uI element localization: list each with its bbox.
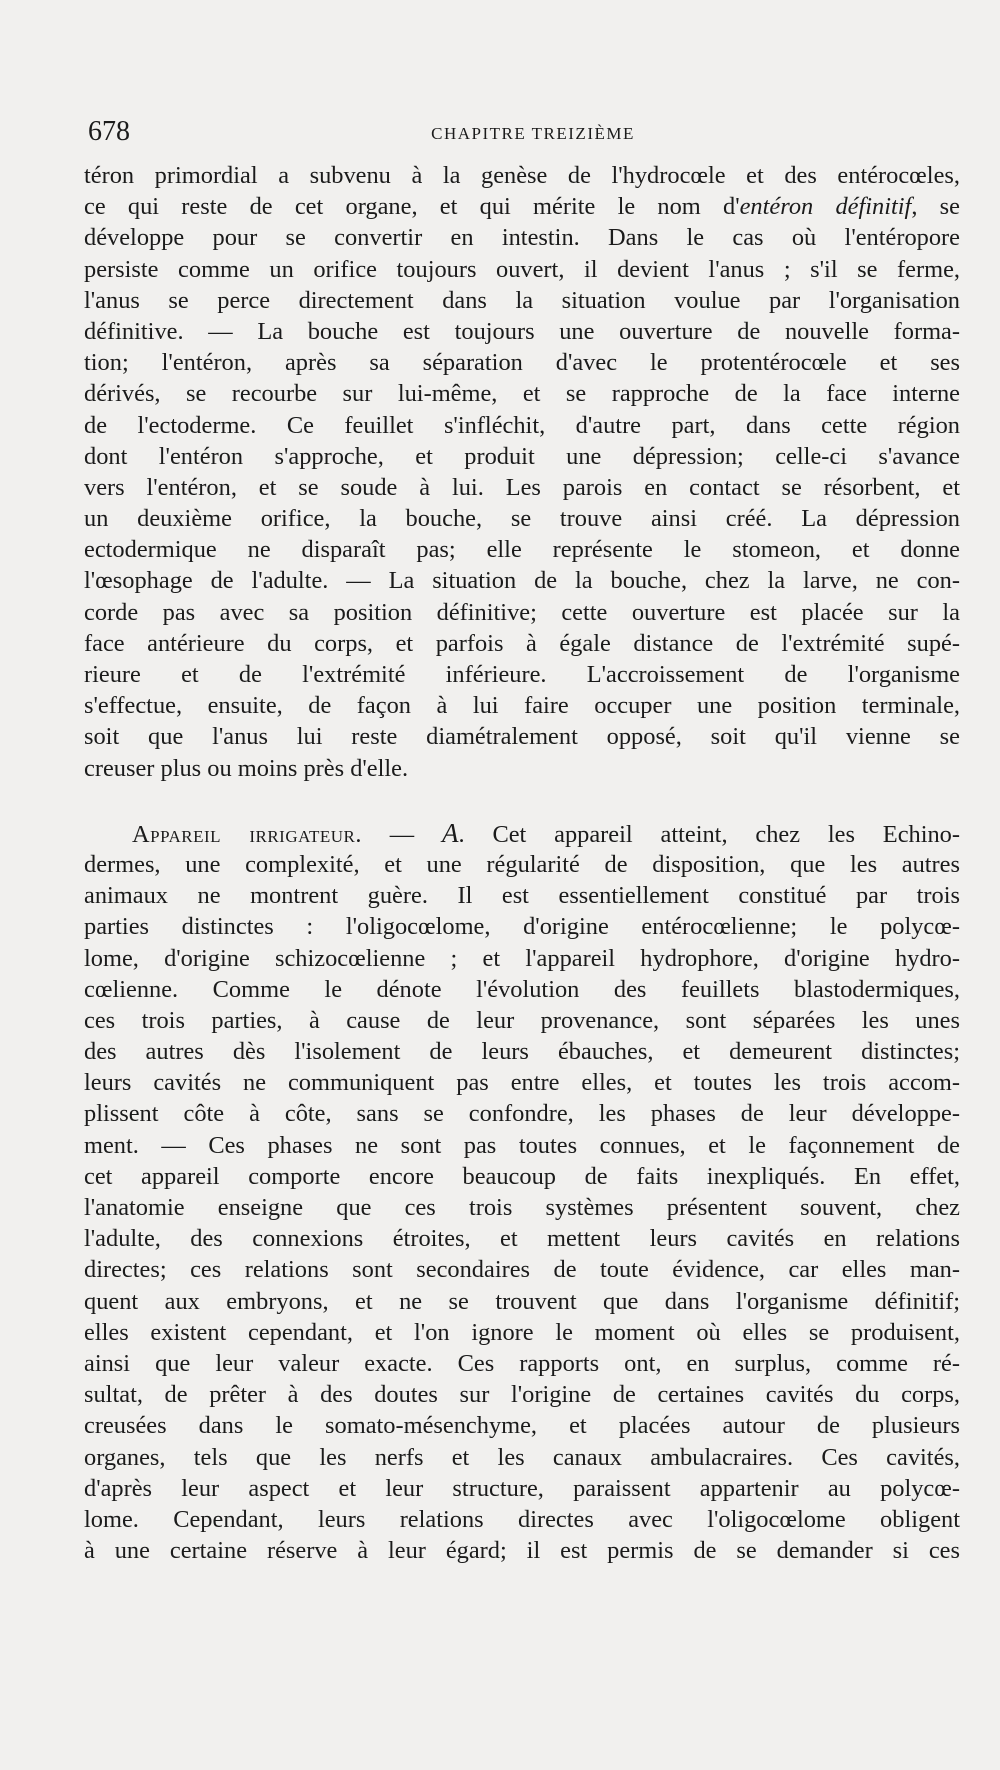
text-line: l'anus se perce directement dans la situation voulue par l'organisation: [84, 286, 960, 314]
text-line: plissent côte à côte, sans se confondre, les phases de leur développe-: [84, 1100, 960, 1128]
text-line: l'anatomie enseigne que ces trois systèmes présentent souvent, chez: [84, 1194, 960, 1221]
text-line: creusées dans le somato-mésenchyme, et placées autour de plusieurs: [84, 1412, 960, 1440]
text-line: ainsi que leur valeur exacte. Ces rapports ont, en surplus, comme ré-: [84, 1349, 960, 1377]
text-line: lome. Cependant, leurs relations directes avec l'oligocœlome obligent: [84, 1505, 960, 1533]
text-line: creuser plus ou moins près d'elle.: [84, 754, 409, 782]
text-line: lome, d'origine schizocœlienne ; et l'appareil hydrophore, d'origine hydro-: [84, 944, 960, 972]
text-line: leurs cavités ne communiquent pas entre elles, et toutes les trois accom-: [84, 1069, 960, 1097]
text-line: soit que l'anus lui reste diamétralement opposé, soit qu'il vienne se: [84, 723, 960, 751]
text-line: sultat, de prêter à des doutes sur l'origine de certaines cavités du corps,: [84, 1381, 960, 1409]
section-letter: A: [442, 817, 459, 848]
section-heading: Appareil irrigateur.: [132, 820, 362, 848]
text-line: s'effectue, ensuite, de façon à lui faire occuper une position terminale,: [84, 692, 960, 720]
text-line: tion; l'entéron, après sa séparation d'avec le protentérocœle et ses: [84, 349, 960, 377]
text-line: ment. — Ces phases ne sont pas toutes connues, et le façonnement de: [84, 1131, 960, 1159]
text-line: elles existent cependant, et l'on ignore le moment où elles se produisent,: [84, 1318, 960, 1346]
text-line: parties distinctes : l'oligocœlome, d'origine entérocœlienne; le polycœ-: [84, 913, 960, 941]
text-line: développe pour se convertir en intestin. Dans le cas où l'entéropore: [84, 224, 960, 252]
body-text: [84, 160, 960, 1566]
text-line: cet appareil comporte encore beaucoup de faits inexpliqués. En effet,: [84, 1162, 960, 1190]
text-line: ectodermique ne disparaît pas; elle représente le stomeon, et donne: [84, 536, 960, 564]
text-line: face antérieure du corps, et parfois à égale distance de l'extrémité supé-: [84, 629, 960, 657]
page-header: [88, 116, 978, 156]
text-line: corde pas avec sa position définitive; cette ouverture est placée sur la: [84, 598, 960, 626]
text-line: directes; ces relations sont secondaires de toute évidence, car elles man-: [84, 1256, 960, 1284]
text-line: quent aux embryons, et ne se trouvent que dans l'organisme définitif;: [84, 1287, 960, 1315]
paragraph-gap: [84, 784, 960, 818]
text-line: rieure et de l'extrémité inférieure. L'accroissement de l'organisme: [84, 661, 960, 688]
text-line: l'œsophage de l'adulte. — La situation de la bouche, chez la larve, ne con-: [84, 567, 960, 595]
text-line: l'adulte, des connexions étroites, et mettent leurs cavités en relations: [84, 1225, 960, 1253]
text-line: dont l'entéron s'approche, et produit une dépression; celle-ci s'avance: [84, 442, 960, 470]
page-number: 678: [88, 116, 130, 147]
text-line: organes, tels que les nerfs et les canaux ambulacraires. Ces cavités,: [84, 1443, 960, 1471]
text-line: de l'ectoderme. Ce feuillet s'infléchit, d'autre part, dans cette région: [84, 411, 960, 439]
text-line: téron primordial a subvenu à la genèse de l'hydrocœle et des entérocœles,: [84, 162, 960, 189]
text-line: dermes, une complexité, et une régularité de disposition, que les autres: [84, 850, 960, 878]
text-line: ces trois parties, à cause de leur provenance, sont séparées les unes: [84, 1006, 960, 1034]
italic-term: entéron définitif: [739, 193, 912, 221]
text-line: ce qui reste de cet organe, et qui mérite le nom d'entéron définitif, se: [84, 193, 960, 221]
text-line: dérivés, se recourbe sur lui-même, et se rapproche de la face interne: [84, 380, 960, 408]
text-line: des autres dès l'isolement de leurs ébauches, et demeurent distinctes;: [84, 1038, 960, 1066]
text-line: cœlienne. Comme le dénote l'évolution des feuillets blastodermiques,: [84, 975, 960, 1003]
text-line: un deuxième orifice, la bouche, se trouve ainsi créé. La dépression: [84, 505, 960, 533]
text-line: d'après leur aspect et leur structure, paraissent appartenir au polycœ-: [84, 1474, 960, 1502]
text-line: vers l'entéron, et se soude à lui. Les parois en contact se résorbent, et: [84, 473, 960, 501]
text-line: définitive. — La bouche est toujours une ouverture de nouvelle forma-: [84, 317, 960, 345]
text-line: persiste comme un orifice toujours ouvert, il devient l'anus ; s'il se ferme,: [84, 255, 960, 283]
running-head: CHAPITRE TREIZIÈME: [431, 124, 635, 143]
text-line: à une certaine réserve à leur égard; il est permis de se demander si ces: [84, 1537, 960, 1565]
text-line: animaux ne montrent guère. Il est essentiellement constitué par trois: [84, 882, 960, 910]
section-first-line: Appareil irrigateur. — A. Cet appareil atteint, chez les Echino-: [132, 817, 960, 848]
